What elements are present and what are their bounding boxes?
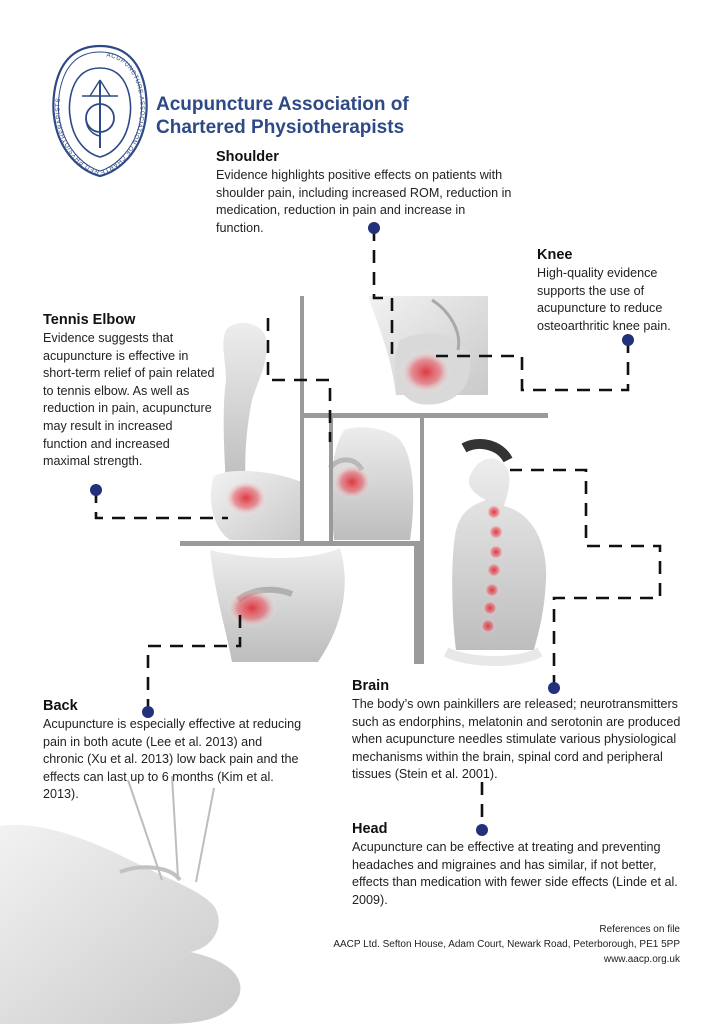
organization-name-line2: Chartered Physiotherapists xyxy=(156,117,405,138)
shoulder-body: Evidence highlights positive effects on patients with shoulder pain, including increased ROM, reduction in medication, reduction in pain and increase in function. xyxy=(216,168,512,235)
tennis-elbow-body: Evidence suggests that acupuncture is effective in short-term relief of pain related to tennis elbow. As well as reduction in pain, acupuncture may result in increased function and increased maximal strength. xyxy=(43,331,215,469)
back-section xyxy=(43,697,305,804)
back-title: Back xyxy=(43,698,78,714)
organization-name-line1: Acupuncture Association of xyxy=(156,94,409,115)
brain-body: The body’s own painkillers are released; neurotransmitters such as endorphins, melatonin and serotonin are produced when acupuncture needles stimulate various physiological mechanisms within the brain, spinal cord and peripheral tissues (Stein et al. 2001). xyxy=(352,697,681,782)
tennis-elbow-title: Tennis Elbow xyxy=(43,312,136,328)
knee-title: Knee xyxy=(537,247,573,263)
shoulder-section xyxy=(216,148,516,237)
tennis-elbow-connector-lower xyxy=(96,490,228,518)
footer-address: AACP Ltd. Sefton House, Adam Court, Newark Road, Peterborough, PE1 5PP xyxy=(333,939,680,950)
tennis-elbow-section xyxy=(43,311,215,471)
elbow-pain-spot xyxy=(224,480,268,516)
footer xyxy=(240,922,680,967)
shoulder-title: Shoulder xyxy=(216,149,279,165)
brain-section xyxy=(352,677,688,784)
shoulder-pain-spot xyxy=(332,464,372,500)
head-section xyxy=(352,820,688,909)
seal-text: ACUPUNCTURE ASSOCIATION OF CHARTERED PHYSIOTHERAPISTS xyxy=(54,51,146,176)
back-body: Acupuncture is especially effective at reducing pain in both acute (Lee et al. 2013) and chronic (Xu et al. 2013) low back pain and the effects can last up to 6 months (Kim et al. 2013). xyxy=(43,717,302,802)
footer-website-link[interactable]: www.aacp.org.uk xyxy=(603,954,680,965)
footer-references: References on file xyxy=(599,924,680,935)
head-title: Head xyxy=(352,821,388,837)
tennis-elbow-dot xyxy=(90,484,102,496)
tennis-elbow-photo xyxy=(211,323,302,540)
back-pain-spot xyxy=(226,588,278,628)
head-body: Acupuncture can be effective at treating and preventing headaches and migraines and has similar, if not better, effects than medication with fewer side effects (Linde et al. 2009). xyxy=(352,840,678,907)
knee-dot xyxy=(622,334,634,346)
lower-back-photo xyxy=(182,546,418,662)
knee-section xyxy=(537,246,709,335)
knee-body: High-quality evidence supports the use of acupuncture to reduce osteoarthritic knee pain. xyxy=(537,266,671,333)
hand-with-needles-photo xyxy=(0,776,240,1024)
shoulder-photo xyxy=(330,420,421,540)
brain-title: Brain xyxy=(352,678,390,694)
spine-photo xyxy=(446,444,546,661)
